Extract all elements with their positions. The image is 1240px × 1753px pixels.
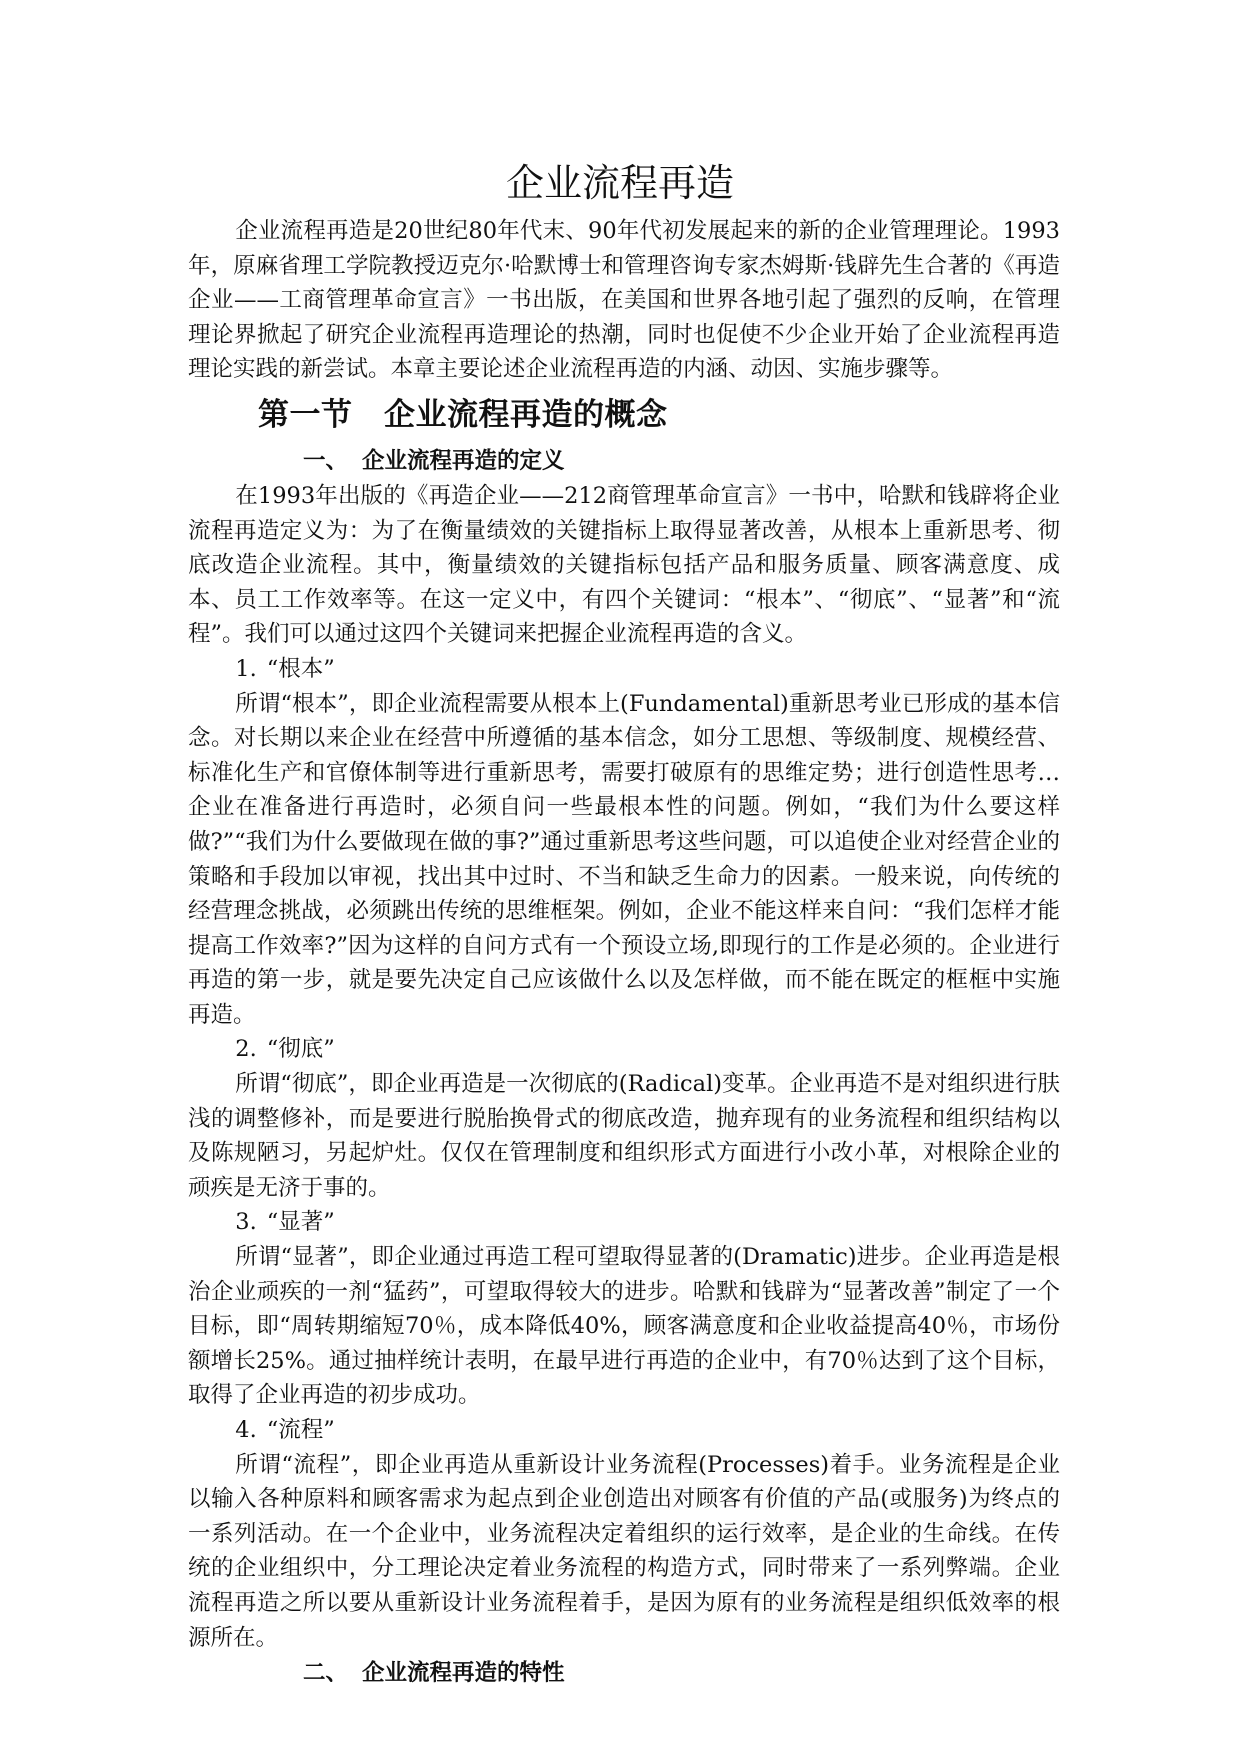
item-label: “根本” [266, 655, 335, 682]
subsection-title: 企业流程再造的特性 [362, 1660, 565, 1687]
subsection-number: 一、 [303, 447, 349, 474]
item-paragraph-4: 所谓“流程”，即企业再造从重新设计业务流程(Processes)着手。业务流程是企业以输入各种原料和顾客需求为起点到企业创造出对顾客有价值的产品(或服务)为终点的一系列活动。在一个企业中，业务流程决定着组织的运行效率，是企业的生命线。在传统的企业组织中，分工理论决定着业务流程的构造方式，同时带来了一系列弊端。企业流程再造之所以要从重新设计业务流程着手，是因为原有的业务流程是组织低效率的根源所在。 [188, 1451, 1060, 1651]
definition-paragraph: 在1993年出版的《再造企业——212商管理革命宣言》一书中，哈默和钱辟将企业流程再造定义为：为了在衡量绩效的关键指标上取得显著改善，从根本上重新思考、彻底改造企业流程。其中，衡量绩效的关键指标包括产品和服务质量、顾客满意度、成本、员工工作效率等。在这一定义中，有四个关键词：“根本”、“彻底”、“显著”和“流程”。我们可以通过这四个关键词来把握企业流程再造的含义。 [188, 482, 1060, 648]
subsection-number: 二、 [303, 1660, 349, 1687]
item-paragraph-1: 所谓“根本”，即企业流程需要从根本上(Fundamental)重新思考业已形成的基本信念。对长期以来企业在经营中所遵循的基本信念，如分工思想、等级制度、规模经营、标准化生产和官僚体制等进行重新思考，需要打破原有的思维定势；进行创造性思考…企业在准备进行再造时，必须自问一些最根本性的问题。例如，“我们为什么要这样做?”“我们为什么要做现在做的事?”通过重新思考这些问题，可以追使企业对经营企业的策略和手段加以审视，找出其中过时、不当和缺乏生命力的因素。一般来说，向传统的经营理念挑战，必须跳出传统的思维框架。例如，企业不能这样来自问：“我们怎样才能提高工作效率?”因为这样的自问方式有一个预设立场,即现行的工作是必须的。企业进行再造的第一步，就是要先决定自己应该做什么以及怎样做，而不能在既定的框框中实施再造。 [188, 690, 1060, 1028]
subsection-heading-characteristics [303, 1655, 1060, 1691]
subsection-heading-definition [303, 443, 1060, 479]
item-number: 3. [235, 1209, 257, 1236]
document-body [188, 214, 1060, 1691]
section-heading: 第一节 企业流程再造的概念 [258, 396, 668, 433]
item-heading-4 [188, 1413, 1060, 1448]
item-label: “显著” [266, 1209, 335, 1236]
subsection-title: 企业流程再造的定义 [362, 447, 565, 474]
item-number: 4. [235, 1417, 257, 1443]
intro-paragraph: 企业流程再造是20世纪80年代末、90年代初发展起来的新的企业管理理论。1993年，原麻省理工学院教授迈克尔·哈默博士和管理咨询专家杰姆斯·钱辟先生合著的《再造企业——工商管理革命宣言》一书出版，在美国和世界各地引起了强烈的反响，在管理理论界掀起了研究企业流程再造理论的热潮，同时也促使不少企业开始了企业流程再造理论实践的新尝试。本章主要论述企业流程再造的内涵、动因、实施步骤等。 [188, 218, 1060, 383]
item-heading-1 [188, 652, 1060, 687]
item-paragraph-2: 所谓“彻底”，即企业再造是一次彻底的(Radical)变革。企业再造不是对组织进行肤浅的调整修补，而是要进行脱胎换骨式的彻底改造，抛弃现有的业务流程和组织结构以及陈规陋习，另起炉灶。仅仅在管理制度和组织形式方面进行小改小革，对根除企业的顽疾是无济于事的。 [188, 1071, 1060, 1201]
item-number: 1. [235, 655, 257, 682]
document-title: 企业流程再造 [505, 161, 734, 205]
item-label: “流程” [266, 1417, 335, 1443]
item-heading-2 [188, 1032, 1060, 1067]
item-heading-3 [188, 1205, 1060, 1240]
item-paragraph-3: 所谓“显著”，即企业通过再造工程可望取得显著的(Dramatic)进步。企业再造是根治企业顽疾的一剂“猛药”，可望取得较大的进步。哈默和钱辟为“显著改善”制定了一个目标，即“周转期缩短70％，成本降低40%，顾客满意度和企业收益提高40％，市场份额增长25%。通过抽样统计表明，在最早进行再造的企业中，有70％达到了这个目标，取得了企业再造的初步成功。 [188, 1244, 1060, 1409]
item-number: 2. [235, 1036, 257, 1063]
item-label: “彻底” [266, 1036, 335, 1063]
